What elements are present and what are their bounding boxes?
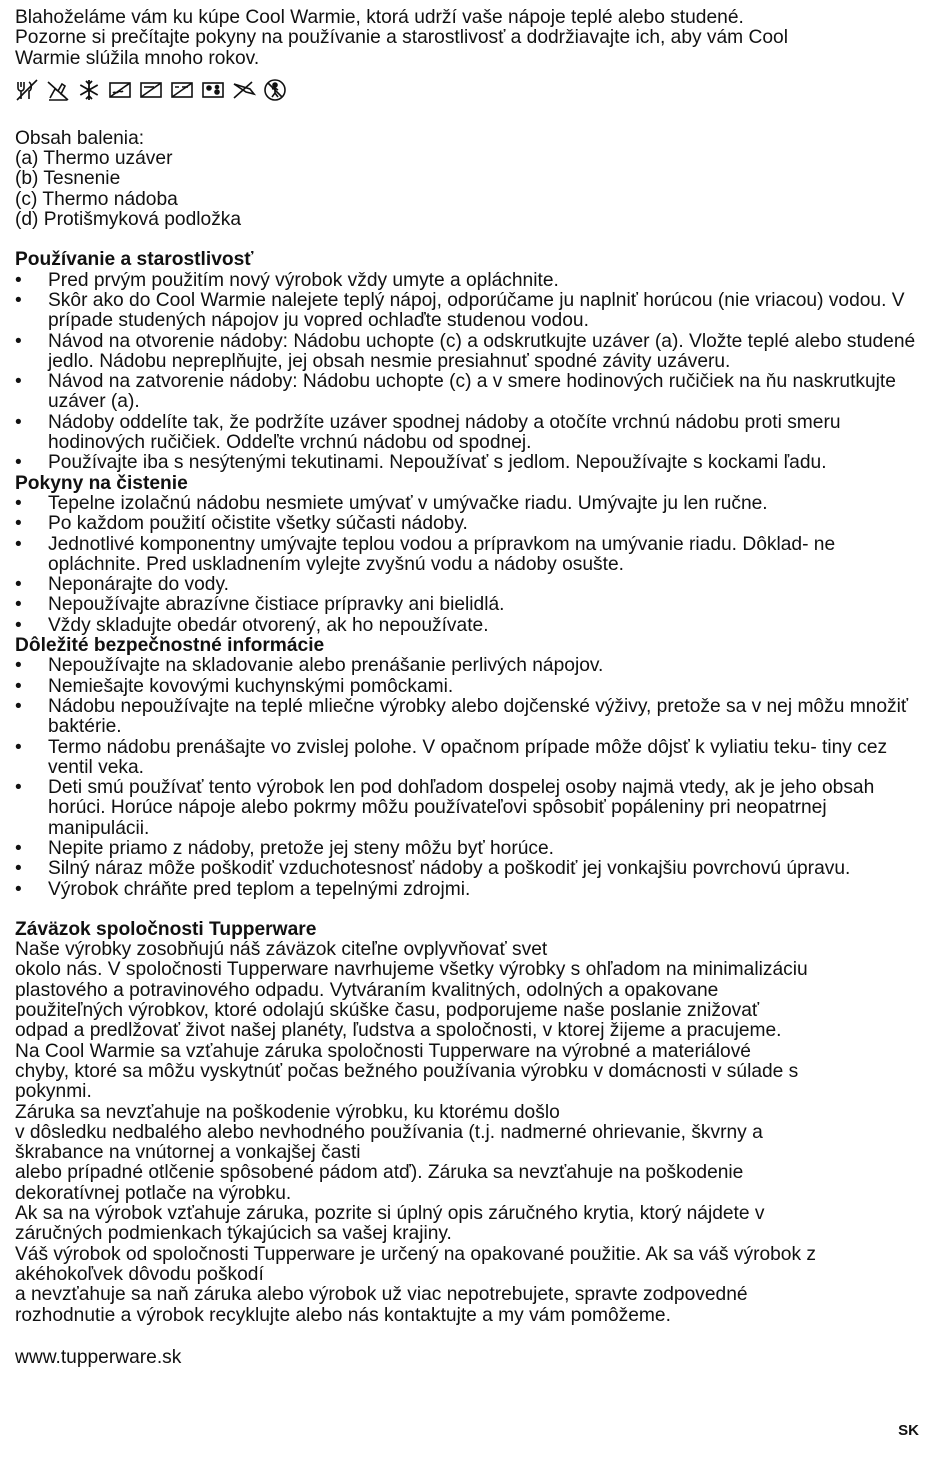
commitment-line: pokynmi. xyxy=(15,1081,92,1103)
intro-line: Warmie slúžila mnoho rokov. xyxy=(15,47,260,69)
safety-item: • Termo nádobu prenášajte vo zvislej polohe. V opačnom prípade môže dôjsť k vyliatiu teku- tiny cez ventil veka. xyxy=(15,738,930,779)
usage-item: • Skôr ako do Cool Warmie nalejete teplý nápoj, odporúčame ju naplniť horúcou (nie vriacou) vodou. V prípade studených nápojov ju vopred ochlaďte studenou vodou. xyxy=(15,291,930,332)
intro-line: Pozorne si prečítajte pokyny na používanie a starostlivosť a dodržiavajte ich, aby vám Cool xyxy=(15,27,788,49)
commitment-line: plastového a potravinového odpadu. Vytváraním kvalitných, odolných a opakovane xyxy=(15,979,719,1001)
cleaning-item: • Jednotlivé komponentny umývajte teplou vodou a prípravkom na umývanie riadu. Dôklad- ne opláchnite. Pred uskladnením vylejte zvyšnú vodu a nádoby osušte. xyxy=(15,535,930,576)
commitment-line: Váš výrobok od spoločnosti Tupperware je určený na opakované použitie. Ak sa váš výrobok z xyxy=(15,1243,816,1265)
commitment-line: Ak sa na výrobok vzťahuje záruka, pozrite si úplný opis záručného krytia, ktorý nájdete v xyxy=(15,1203,765,1225)
commitment-line: záručných podmienkach týkajúcich sa vašej krajiny. xyxy=(15,1223,452,1245)
care-icons-row xyxy=(15,75,930,105)
spacer xyxy=(15,230,930,250)
usage-heading: Používanie a starostlivosť xyxy=(15,249,254,271)
spacer xyxy=(15,1326,930,1348)
usage-item: • Používajte iba s nesýtenými tekutinami. Nepoužívať s jedlom. Nepoužívajte s kockami ľadu. xyxy=(15,453,930,473)
package-contents xyxy=(15,129,930,230)
safety-item: • Nemiešajte kovovými kuchynskými pomôckami. xyxy=(15,677,930,697)
no-stovetop-icon xyxy=(170,78,194,102)
no-freezer-icon xyxy=(77,78,101,102)
no-refrigerator-icon xyxy=(201,78,225,102)
no-microwave-icon xyxy=(108,78,132,102)
commitment-line: Záruka sa nevzťahuje na poškodenie výrobku, ku ktorému došlo xyxy=(15,1101,560,1123)
commitment-text xyxy=(15,940,930,1326)
intro-paragraph xyxy=(15,8,930,69)
safety-item: • Nepite priamo z nádoby, pretože jej steny môžu byť horúce. xyxy=(15,839,930,859)
website-link[interactable]: www.tupperware.sk xyxy=(15,1346,182,1368)
package-item: (d) Protišmyková podložka xyxy=(15,209,242,231)
cleaning-item: • Po každom použití očistite všetky súčasti nádoby. xyxy=(15,514,930,534)
cleaning-item: • Nepoužívajte abrazívne čistiace prípravky ani bielidlá. xyxy=(15,595,930,615)
commitment-line: škrabance na vnútornej a vonkajšej časti xyxy=(15,1142,361,1164)
safety-item: • Výrobok chráňte pred teplom a tepelnými zdrojmi. xyxy=(15,880,930,900)
commitment-line: okolo nás. V spoločnosti Tupperware navrhujeme všetky výrobky s ohľadom na minimalizáciu xyxy=(15,959,808,981)
safety-item: • Deti smú používať tento výrobok len pod dohľadom dospelej osoby najmä vtedy, ak je jeho obsah horúci. Horúce nápoje alebo pokrmy môžu používateľovi spôsobiť popáleniny pri neopatrnej manipulácii. xyxy=(15,778,930,839)
safety-heading: Dôležité bezpečnostné informácie xyxy=(15,635,325,657)
cleaning-item: • Neponárajte do vody. xyxy=(15,575,930,595)
intro-line: Blahoželáme vám ku kúpe Cool Warmie, ktorá udrží vaše nápoje teplé alebo studené. xyxy=(15,7,744,28)
usage-item: • Nádoby oddelíte tak, že podržíte uzáver spodnej nádoby a otočíte vrchnú nádobu proti smeru hodinových ručičiek. Oddeľte vrchnú nádobu od spodnej. xyxy=(15,413,930,454)
package-item: (c) Thermo nádoba xyxy=(15,188,178,210)
safety-item: • Nádobu nepoužívajte na teplé mliečne výrobky alebo dojčenské výživy, pretože sa v nej môžu množiť baktérie. xyxy=(15,697,930,738)
commitment-line: chyby, ktoré sa môžu vyskytnúť počas bežného používania výrobku v domácnosti v súlade s xyxy=(15,1060,799,1082)
commitment-line: dekoratívnej potlače na výrobku. xyxy=(15,1182,292,1204)
no-children-icon xyxy=(263,78,287,102)
safety-list xyxy=(15,656,930,900)
spacer xyxy=(15,900,930,920)
no-dishwasher-icon xyxy=(15,78,39,102)
commitment-line: a nevzťahuje sa naň záruka alebo výrobok už viac nepotrebujete, spravte zodpovedné xyxy=(15,1284,748,1306)
no-oven-icon xyxy=(139,78,163,102)
no-knife-icon xyxy=(232,78,256,102)
cleaning-heading: Pokyny na čistenie xyxy=(15,472,188,494)
package-item: (b) Tesnenie xyxy=(15,168,121,190)
package-item: (a) Thermo uzáver xyxy=(15,148,173,170)
document-page xyxy=(15,8,930,1368)
commitment-line: odpad a predlžovať život našej planéty, ľudstva a spoločnosti, v ktorej žijeme a pracujeme. xyxy=(15,1020,782,1042)
commitment-line: Na Cool Warmie sa vzťahuje záruka spoločnosti Tupperware na výrobné a materiálové xyxy=(15,1040,751,1062)
cleaning-item: • Tepelne izolačnú nádobu nesmiete umývať v umývačke riadu. Umývajte ju len ručne. xyxy=(15,494,930,514)
cleaning-list xyxy=(15,494,930,636)
safety-item: • Nepoužívajte na skladovanie alebo prenášanie perlivých nápojov. xyxy=(15,656,930,676)
usage-item: • Návod na zatvorenie nádoby: Nádobu uchopte (c) a v smere hodinových ručičiek na ňu naskrutkujte uzáver (a). xyxy=(15,372,930,413)
language-code: SK xyxy=(898,1421,919,1439)
commitment-line: alebo prípadné otlčenie spôsobené pádom atď). Záruka sa nevzťahuje na poškodenie xyxy=(15,1162,744,1184)
package-title: Obsah balenia: xyxy=(15,127,145,149)
commitment-line: rozhodnutie a výrobok recyklujte alebo nás kontaktujte a my vám pomôžeme. xyxy=(15,1304,671,1326)
spacer xyxy=(15,105,930,129)
commitment-line: v dôsledku nedbalého alebo nevhodného používania (t.j. nadmerné ohrievanie, škvrny a xyxy=(15,1121,763,1143)
commitment-heading: Záväzok spoločnosti Tupperware xyxy=(15,918,317,940)
commitment-line: použiteľných výrobkov, ktoré odolajú skúške času, podporujeme naše poslanie znižovať xyxy=(15,1000,760,1022)
safety-item: • Silný náraz môže poškodiť vzduchotesnosť nádoby a poškodiť jej vonkajšiu povrchovú úpravu. xyxy=(15,859,930,879)
no-hand-dishwasher-icon xyxy=(46,78,70,102)
commitment-line: akéhokoľvek dôvodu poškodí xyxy=(15,1263,264,1285)
usage-item: • Návod na otvorenie nádoby: Nádobu uchopte (c) a odskrutkujte uzáver (a). Vložte teplé alebo studené jedlo. Nádobu nepreplňujte, jej obsah nesmie presiahnuť spodné závity uzáveru. xyxy=(15,332,930,373)
cleaning-item: • Vždy skladujte obedár otvorený, ak ho nepoužívate. xyxy=(15,616,930,636)
commitment-line: Naše výrobky zosobňujú náš záväzok citeľne ovplyvňovať svet xyxy=(15,939,548,961)
usage-list xyxy=(15,271,930,474)
usage-item: • Pred prvým použitím nový výrobok vždy umyte a opláchnite. xyxy=(15,271,930,291)
